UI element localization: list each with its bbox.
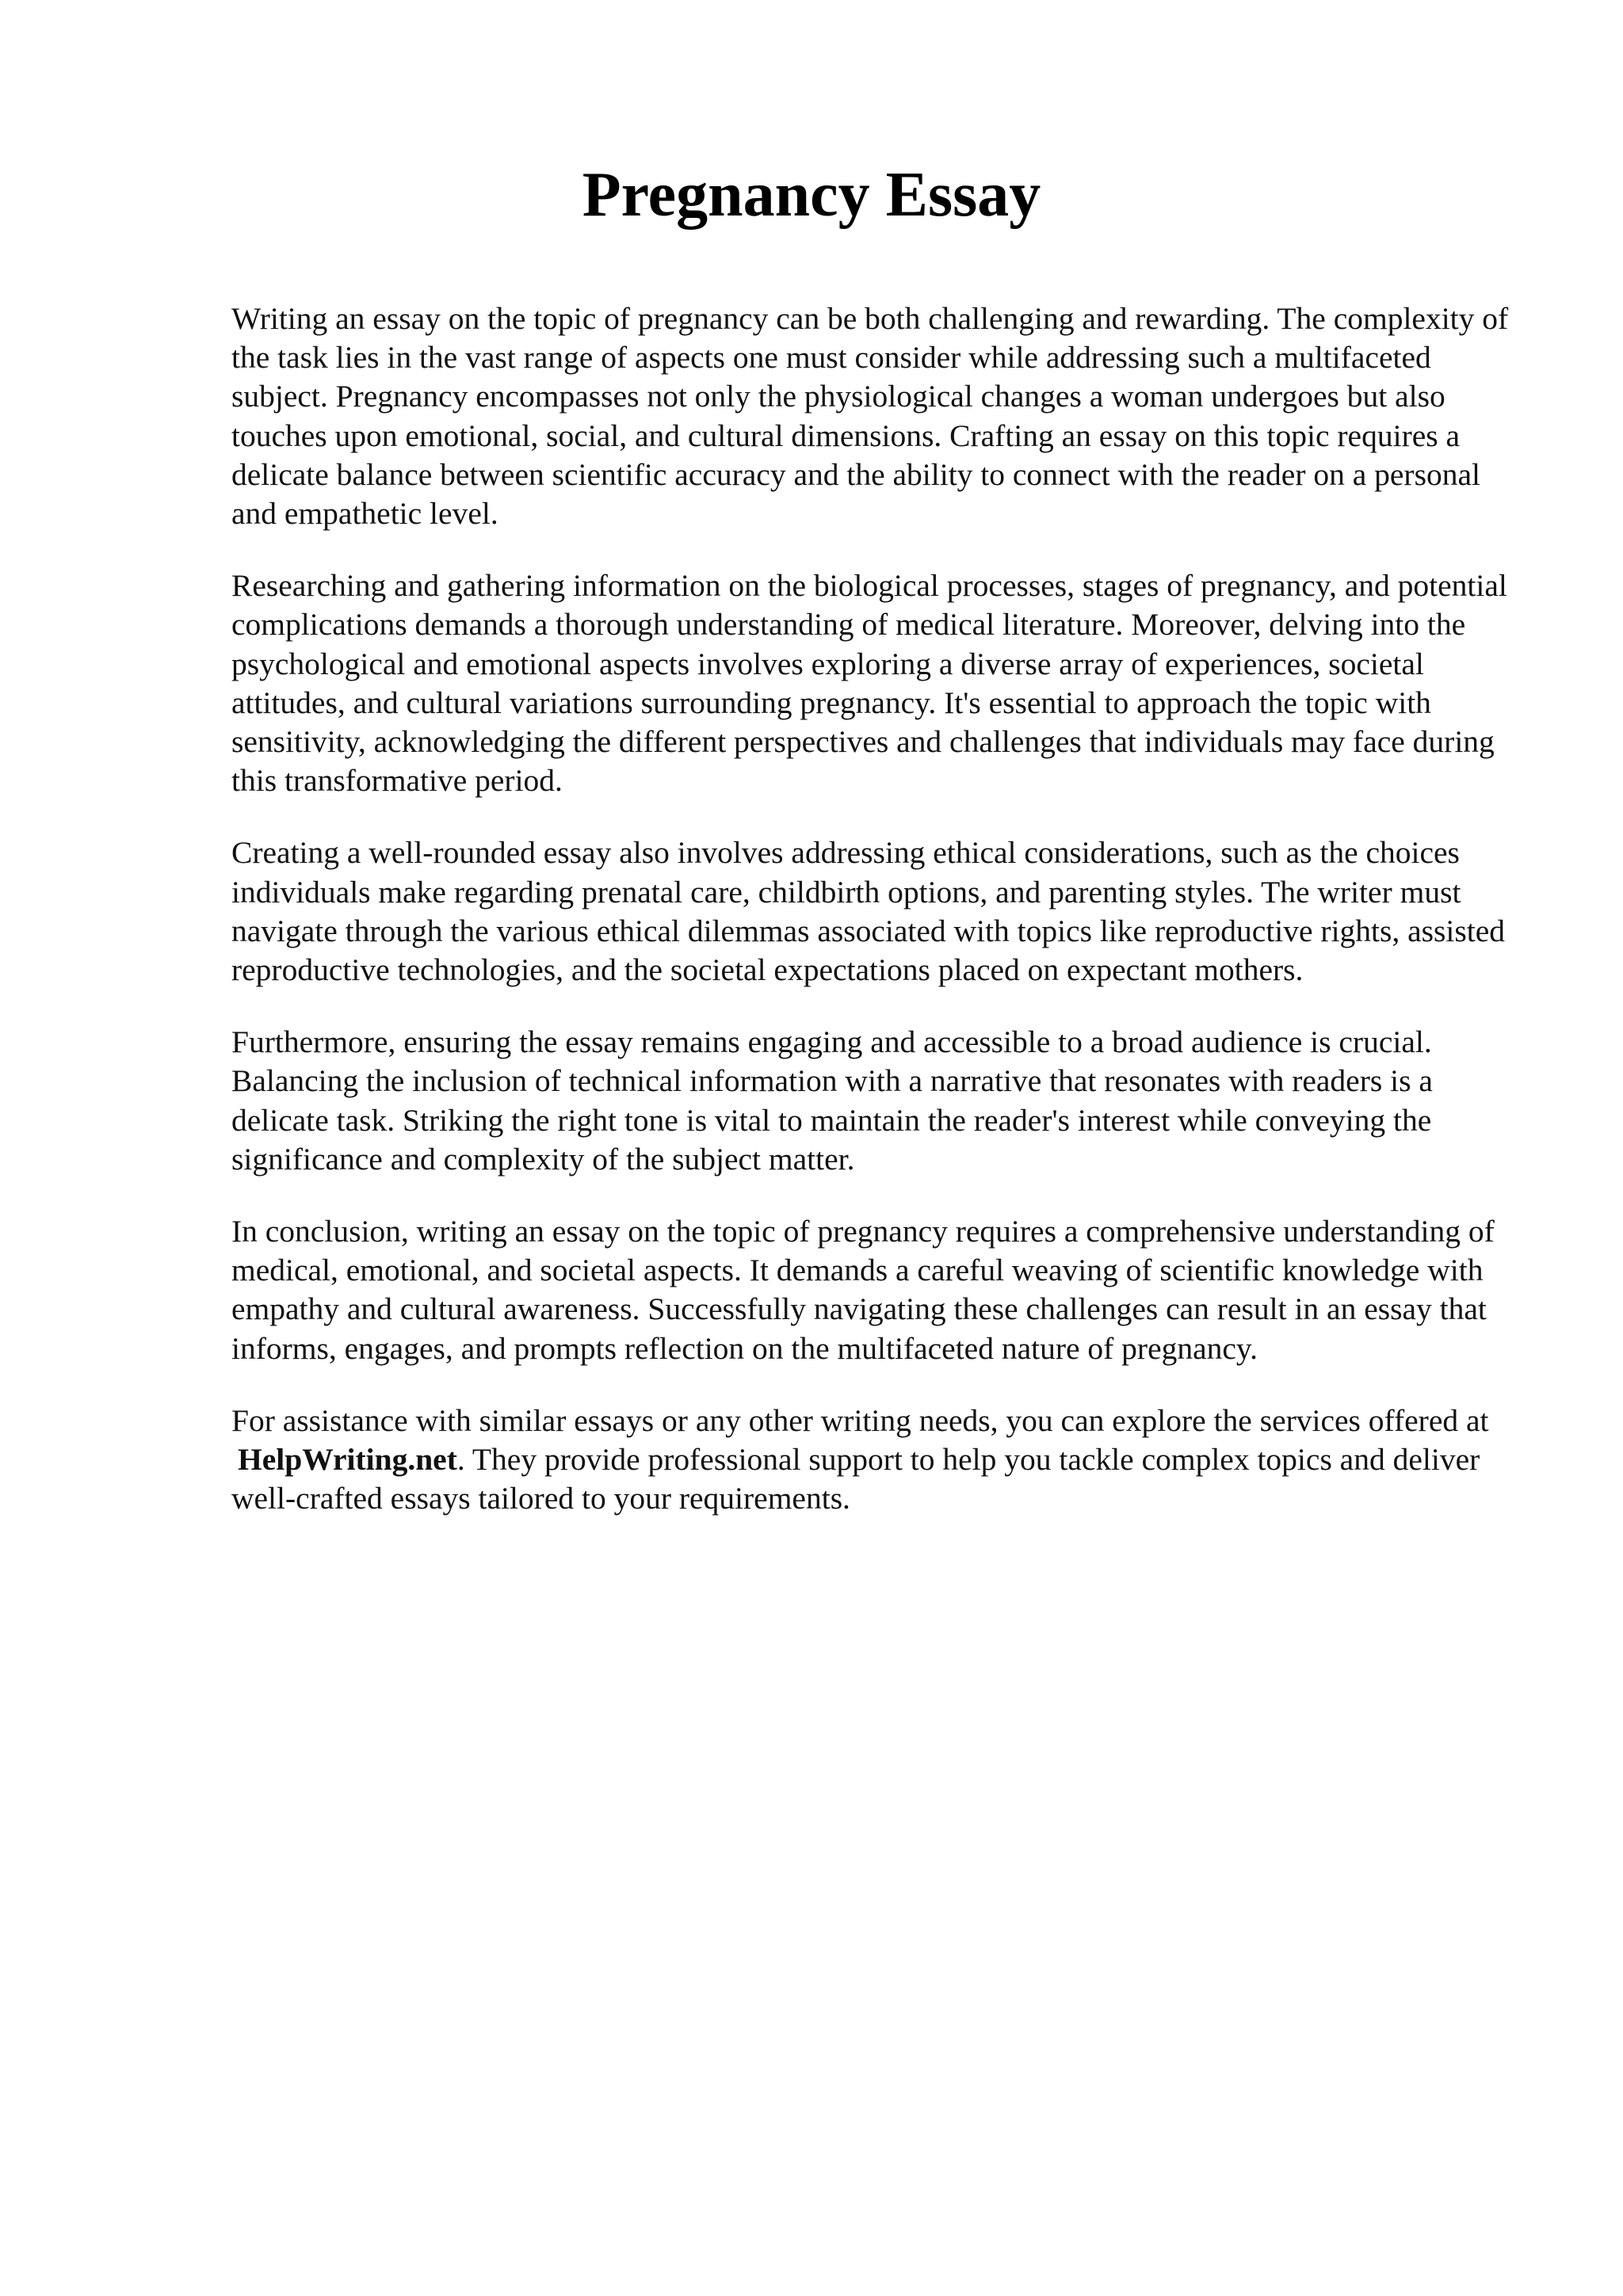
paragraph-engagement: Furthermore, ensuring the essay remains engaging and accessible to a broad audience is crucial. Balancing the inclusion of technical information with a narrative that resonates with readers is a delicate task. Striking the right tone is vital to maintain the reader's interest while conveying the significance and complexity of the subject matter. [231, 1024, 1433, 1177]
paragraph-closing [231, 1402, 1531, 1519]
document-body [231, 299, 1531, 1551]
paragraph-research: Researching and gathering information on the biological processes, stages of pregnancy, and potential complications demands a thorough understanding of medical literature. Moreover, delving into the psychological and emotional aspects involves exploring a diverse array of experiences, societal attitudes, and cultural variations surrounding pregnancy. It's essential to approach the topic with sensitivity, acknowledging the different perspectives and challenges that individuals may face during this transformative period. [231, 568, 1507, 799]
paragraph-ethics: Creating a well-rounded essay also involves addressing ethical considerations, such as the choices individuals make regarding prenatal care, childbirth options, and parenting styles. The writer must navigate through the various ethical dilemmas associated with topics like reproductive rights, assisted reproductive technologies, and the societal expectations placed on expectant mothers. [231, 835, 1506, 988]
paragraph-conclusion: In conclusion, writing an essay on the topic of pregnancy requires a comprehensive understanding of medical, emotional, and societal aspects. It demands a careful weaving of scientific knowledge with empathy and cultural awareness. Successfully navigating these challenges can result in an essay that informs, engages, and prompts reflection on the multifaceted nature of pregnancy. [231, 1214, 1495, 1366]
closing-text-before: For assistance with similar essays or any other writing needs, you can explore the services offered at [231, 1402, 1489, 1438]
document-title: Pregnancy Essay [582, 160, 1041, 230]
paragraph-intro: Writing an essay on the topic of pregnancy can be both challenging and rewarding. The complexity of the task lies in the vast range of aspects one must consider while addressing such a multifaceted subject. Pregnancy encompasses not only the physiological changes a woman undergoes but also touches upon emotional, social, and cultural dimensions. Crafting an essay on this topic requires a delicate balance between scientific accuracy and the ability to connect with the reader on a personal and empathetic level. [231, 301, 1509, 532]
closing-text-after: . They provide professional support to help you tackle complex topics and deliver well-crafted essays tailored to your requirements. [231, 1442, 1480, 1516]
brand-link[interactable]: HelpWriting.net [238, 1442, 457, 1478]
